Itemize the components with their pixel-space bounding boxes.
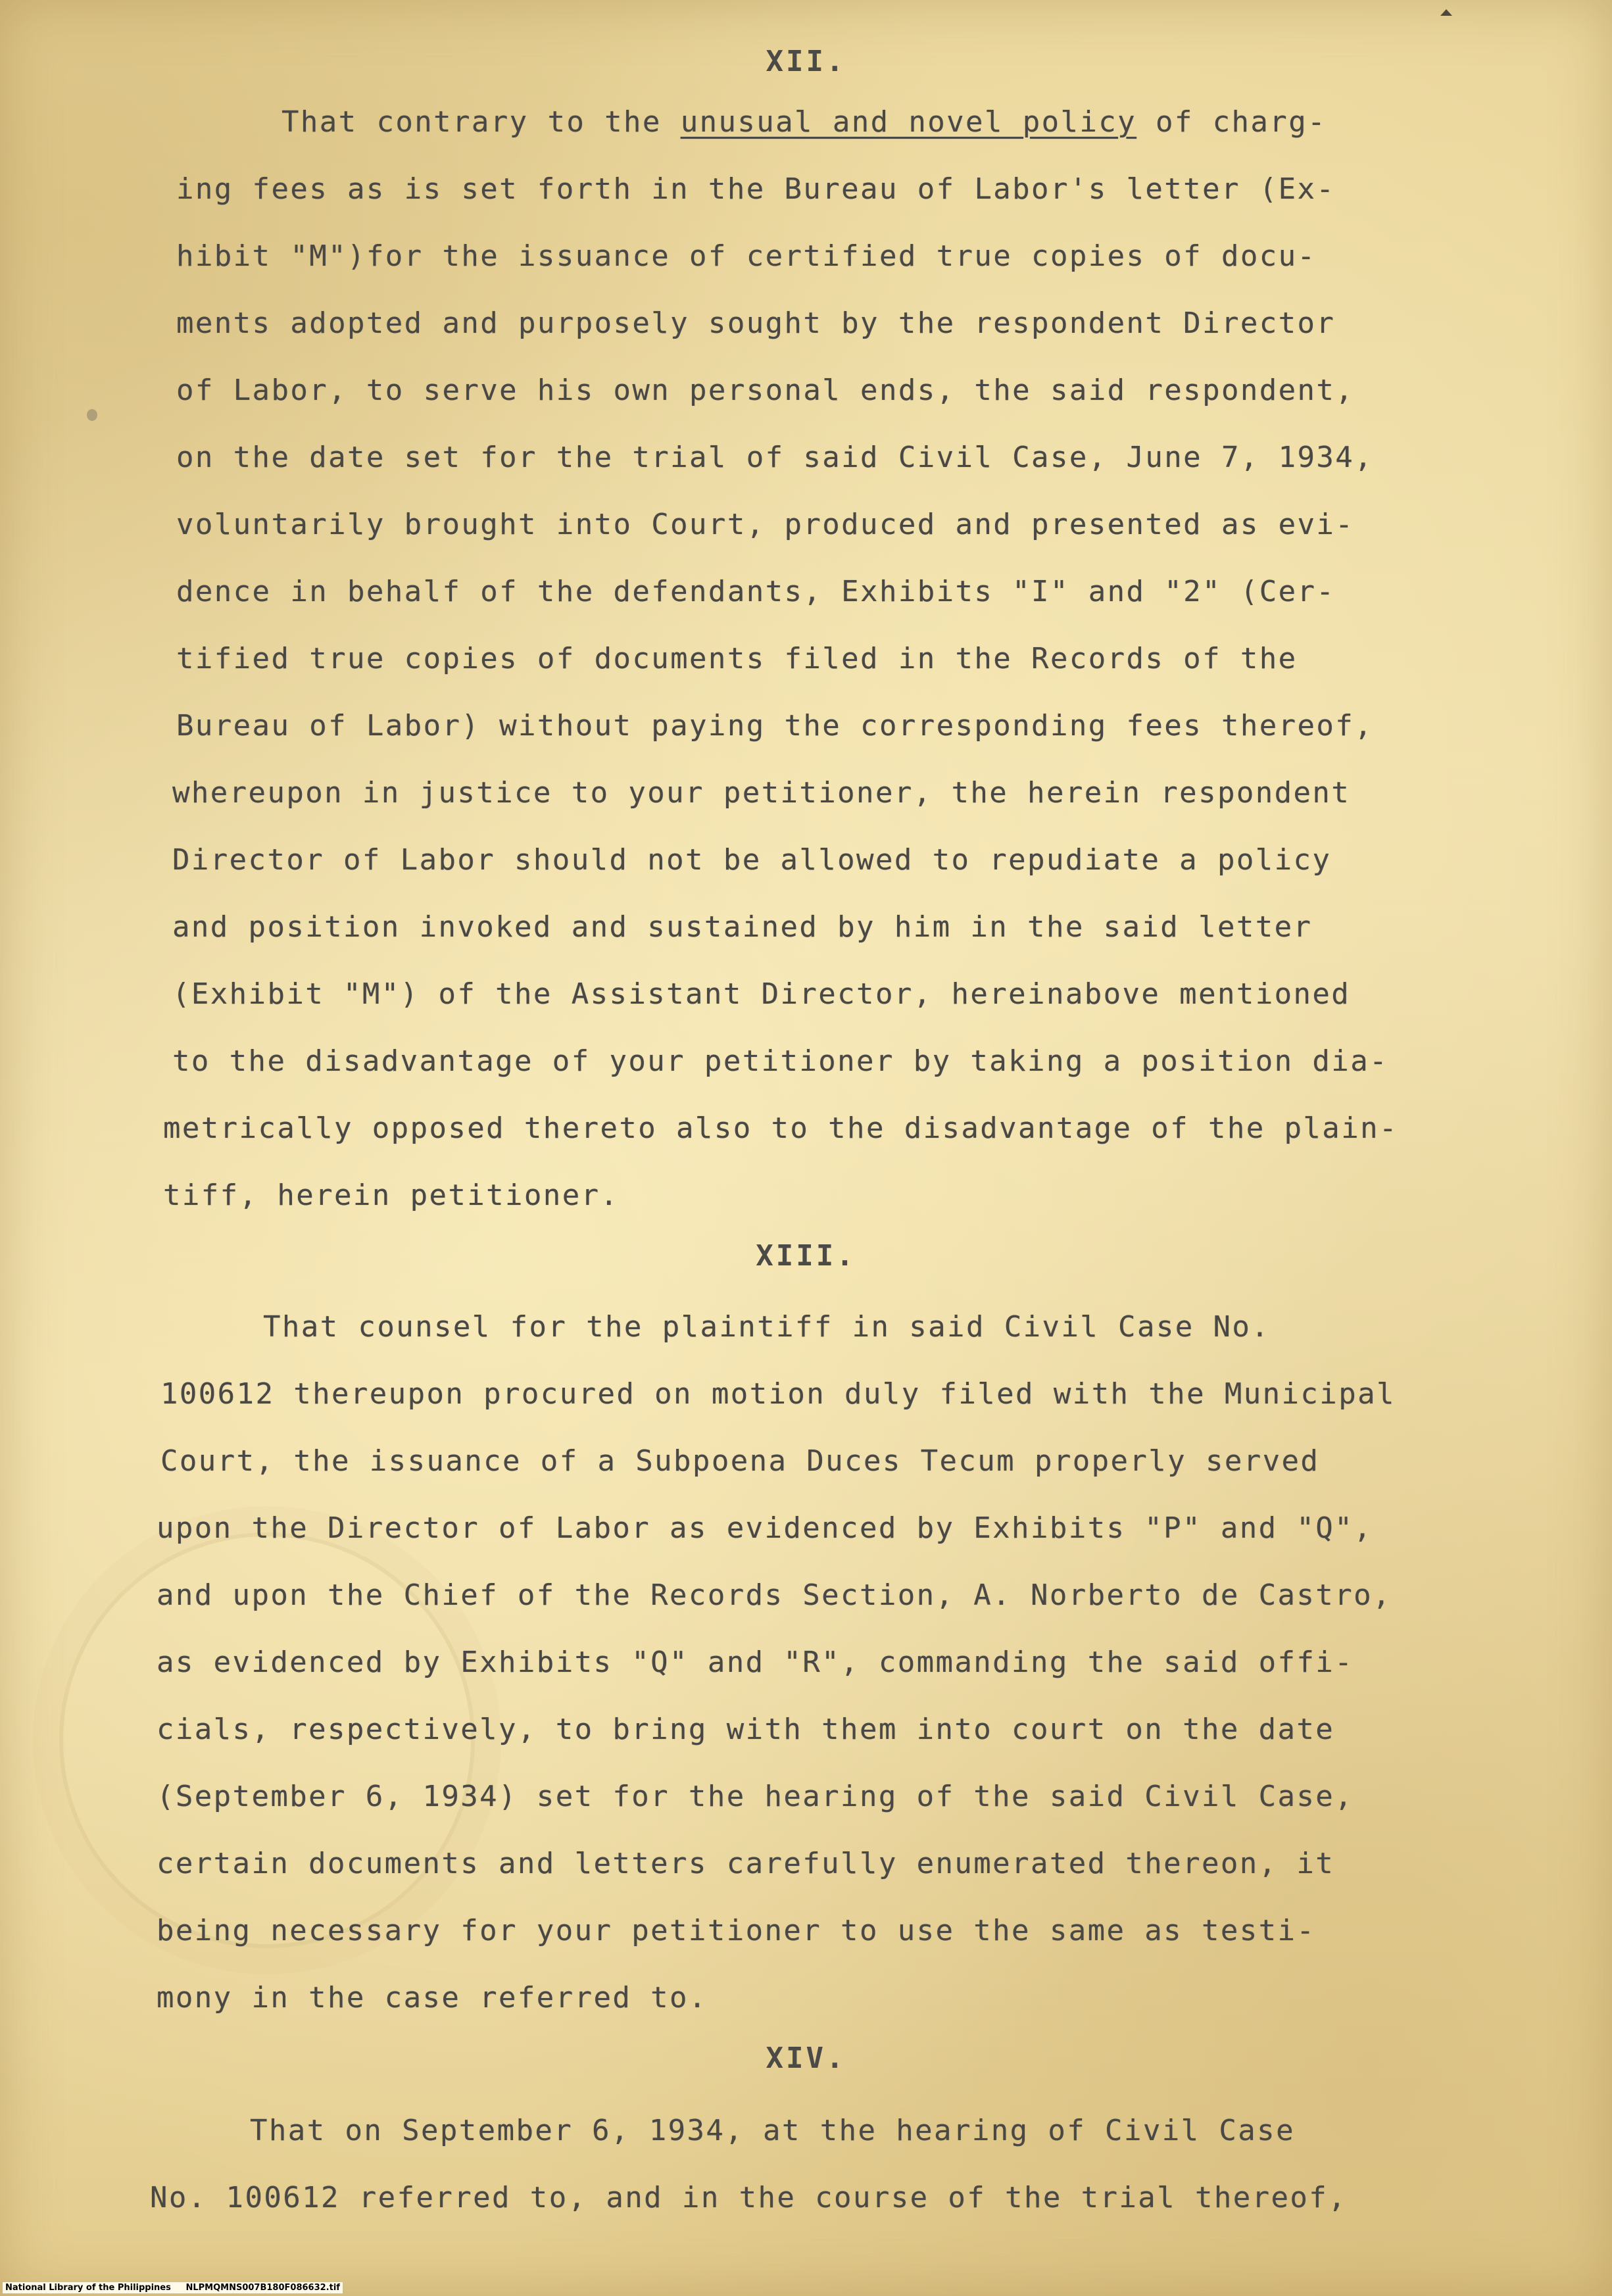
paragraph-line: of Labor, to serve his own personal ends, the said respondent, bbox=[176, 374, 1355, 407]
paragraph-line: whereupon in justice to your petitioner, the herein respondent bbox=[172, 776, 1351, 810]
archive-footer-label: National Library of the Philippines NLPMQMNS007B180F086632.tif bbox=[3, 2282, 343, 2293]
paragraph-line: (Exhibit "M") of the Assistant Director, hereinabove mentioned bbox=[172, 977, 1351, 1011]
paragraph-line: ing fees as is set forth in the Bureau of Labor's letter (Ex- bbox=[176, 172, 1336, 206]
underlined-phrase: unusual and novel policy bbox=[680, 105, 1137, 139]
paragraph-line: upon the Director of Labor as evidenced by Exhibits "P" and "Q", bbox=[157, 1511, 1373, 1545]
paragraph-line: That counsel for the plaintiff in said Civil Case No. bbox=[263, 1310, 1271, 1344]
paragraph-line: 100612 thereupon procured on motion duly filed with the Municipal bbox=[160, 1377, 1396, 1411]
paragraph-line: being necessary for your petitioner to use the same as testi- bbox=[157, 1914, 1316, 1947]
paragraph-line: That on September 6, 1934, at the hearing of Civil Case bbox=[250, 2114, 1295, 2147]
paragraph-line: tified true copies of documents filed in the Records of the bbox=[176, 642, 1298, 675]
paragraph-line: (September 6, 1934) set for the hearing of the said Civil Case, bbox=[157, 1780, 1354, 1813]
paragraph-line: hibit "M")for the issuance of certified true copies of docu- bbox=[176, 239, 1317, 273]
section-heading-xiv: XIV. bbox=[766, 2041, 846, 2075]
paragraph-line: on the date set for the trial of said Civil Case, June 7, 1934, bbox=[176, 441, 1374, 474]
section-heading-xiii: XIII. bbox=[756, 1239, 856, 1273]
paragraph-line: as evidenced by Exhibits "Q" and "R", commanding the said offi- bbox=[157, 1646, 1354, 1679]
paragraph-line: dence in behalf of the defendants, Exhibits "I" and "2" (Cer- bbox=[176, 575, 1336, 608]
paragraph-line: voluntarily brought into Court, produced and presented as evi- bbox=[176, 508, 1355, 541]
corner-mark bbox=[1440, 9, 1452, 16]
section-heading-xii: XII. bbox=[766, 45, 846, 78]
paragraph-line: Bureau of Labor) without paying the corresponding fees thereof, bbox=[176, 709, 1374, 743]
line-text: of charg- bbox=[1136, 105, 1327, 139]
ink-spot bbox=[87, 409, 97, 421]
paragraph-line: ments adopted and purposely sought by the respondent Director bbox=[176, 306, 1336, 340]
paragraph-line: Court, the issuance of a Subpoena Duces Tecum properly served bbox=[160, 1444, 1320, 1478]
paragraph-line: certain documents and letters carefully enumerated thereon, it bbox=[157, 1847, 1335, 1880]
paragraph-line: tiff, herein petitioner. bbox=[163, 1179, 620, 1212]
paragraph-line: and upon the Chief of the Records Section, A. Norberto de Castro, bbox=[157, 1578, 1392, 1612]
paragraph-line: to the disadvantage of your petitioner by taking a position dia- bbox=[172, 1044, 1388, 1078]
paragraph-line: mony in the case referred to. bbox=[157, 1981, 708, 2015]
paragraph-line bbox=[281, 105, 1327, 139]
paragraph-line: and position invoked and sustained by him in the said letter bbox=[172, 910, 1313, 944]
paragraph-line: cials, respectively, to bring with them into court on the date bbox=[157, 1713, 1335, 1746]
paragraph-line: metrically opposed thereto also to the disadvantage of the plain- bbox=[163, 1111, 1398, 1145]
paragraph-line: Director of Labor should not be allowed to repudiate a policy bbox=[172, 843, 1332, 877]
paragraph-line: No. 100612 referred to, and in the course of the trial thereof, bbox=[150, 2181, 1348, 2214]
line-text: That contrary to the bbox=[281, 105, 681, 139]
